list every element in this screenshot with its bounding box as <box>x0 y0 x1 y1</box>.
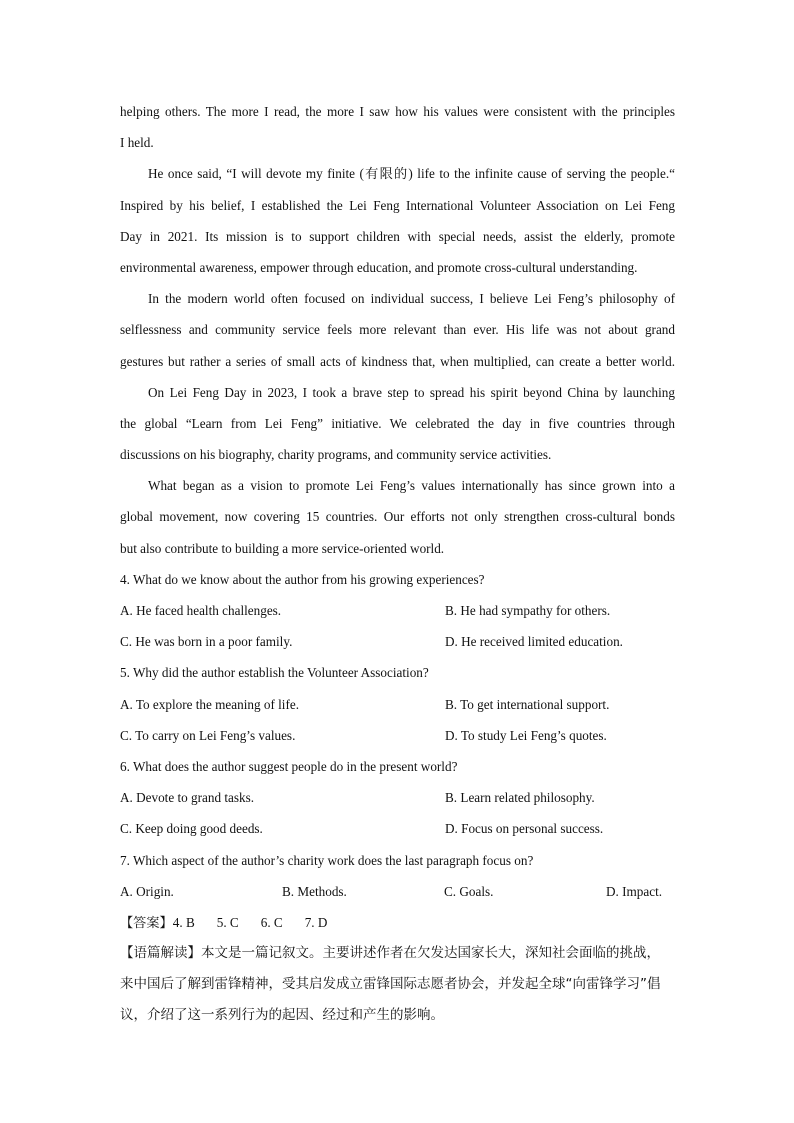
option-c: C. Goals. <box>444 883 494 899</box>
option-row <box>120 813 675 844</box>
exam-page <box>120 96 675 1032</box>
passage-line: discussions on his biography, charity programs, and community service activities. <box>120 447 552 463</box>
analysis-line: 议，介绍了这一系列行为的起因、经过和产生的影响。 <box>120 1007 444 1024</box>
question-stem: 4. What do we know about the author from his growing experiences? <box>120 571 485 587</box>
question-6 <box>120 751 675 845</box>
answer-key <box>120 907 675 938</box>
question-4 <box>120 564 675 658</box>
option-b: B. He had sympathy for others. <box>445 603 611 618</box>
option-row <box>120 595 675 626</box>
option-d: D. He received limited education. <box>445 634 623 650</box>
passage-line: environmental awareness, empower through education, and promote cross-cultural understanding. <box>120 259 638 275</box>
answer-label: 【答案】 <box>120 915 173 931</box>
option-b: B. To get international support. <box>445 696 610 712</box>
option-a: A. To explore the meaning of life. <box>120 696 300 712</box>
option-row <box>120 782 675 813</box>
passage-line: Inspired by his belief, I established the Lei Feng International Volunteer Association on Lei Feng <box>120 197 675 213</box>
passage-line: I held. <box>120 135 154 151</box>
passage-line: What began as a vision to promote Lei Feng’s values internationally has since grown into a <box>148 478 675 494</box>
answer-value: 5. C <box>216 914 239 930</box>
passage-line: but also contribute to building a more service-oriented world. <box>120 540 445 556</box>
reading-passage <box>120 96 675 564</box>
question-5 <box>120 657 675 751</box>
passage-line: gestures but rather a series of small acts of kindness that, when multiplied, can create a better world. <box>120 353 675 369</box>
option-a: A. He faced health challenges. <box>120 603 282 618</box>
passage-line: global movement, now covering 15 countries. Our efforts not only strengthen cross-cultural bonds <box>120 509 675 525</box>
option-row <box>120 689 675 720</box>
option-a: A. Devote to grand tasks. <box>120 790 255 806</box>
passage-line: In the modern world often focused on individual success, I believe Lei Feng’s philosophy of <box>148 291 675 307</box>
option-c: C. To carry on Lei Feng’s values. <box>120 727 296 743</box>
question-7 <box>120 845 675 907</box>
question-stem: 7. Which aspect of the author’s charity work does the last paragraph focus on? <box>120 852 534 868</box>
answer-value: 7. D <box>304 914 328 930</box>
answer-value: 4. B <box>172 914 195 930</box>
passage-line: selflessness and community service feels more relevant than ever. His life was not about grand <box>120 322 675 338</box>
option-d: D. Focus on personal success. <box>445 821 604 837</box>
option-a: A. Origin. <box>120 883 174 899</box>
option-b: B. Methods. <box>282 883 347 899</box>
option-b: B. Learn related philosophy. <box>445 790 595 806</box>
passage-line: Day in 2021. Its mission is to support children with special needs, assist the elderly, promote <box>120 228 675 244</box>
passage-line: the global “Learn from Lei Feng” initiative. We celebrated the day in five countries through <box>120 415 675 431</box>
analysis-label: 【语篇解读】 <box>120 945 201 962</box>
option-c: C. Keep doing good deeds. <box>120 821 263 837</box>
text-analysis <box>120 938 675 1032</box>
passage-line: On Lei Feng Day in 2023, I took a brave step to spread his spirit beyond China by launching <box>148 384 675 400</box>
analysis-text: 本文是一篇记叙文。主要讲述作者在欠发达国家长大，深知社会面临的挑战， <box>201 945 660 962</box>
passage-line: helping others. The more I read, the more I saw how his values were consistent with the principles <box>120 104 675 119</box>
question-stem: 5. Why did the author establish the Volunteer Association? <box>120 665 429 681</box>
option-row <box>120 720 675 751</box>
analysis-line <box>120 938 675 969</box>
option-d: D. Impact. <box>606 883 663 899</box>
answer-value: 6. C <box>260 914 283 930</box>
option-row <box>120 626 675 657</box>
question-stem: 6. What does the author suggest people do in the present world? <box>120 758 458 774</box>
option-c: C. He was born in a poor family. <box>120 634 293 650</box>
option-row <box>120 876 675 907</box>
analysis-line: 来中国后了解到雷锋精神，受其启发成立雷锋国际志愿者协会，并发起全球“向雷锋学习”倡 <box>120 976 661 993</box>
passage-line: He once said, “I will devote my finite (有限的) life to the infinite cause of serving the people.“ <box>148 166 675 182</box>
option-d: D. To study Lei Feng’s quotes. <box>445 727 607 743</box>
